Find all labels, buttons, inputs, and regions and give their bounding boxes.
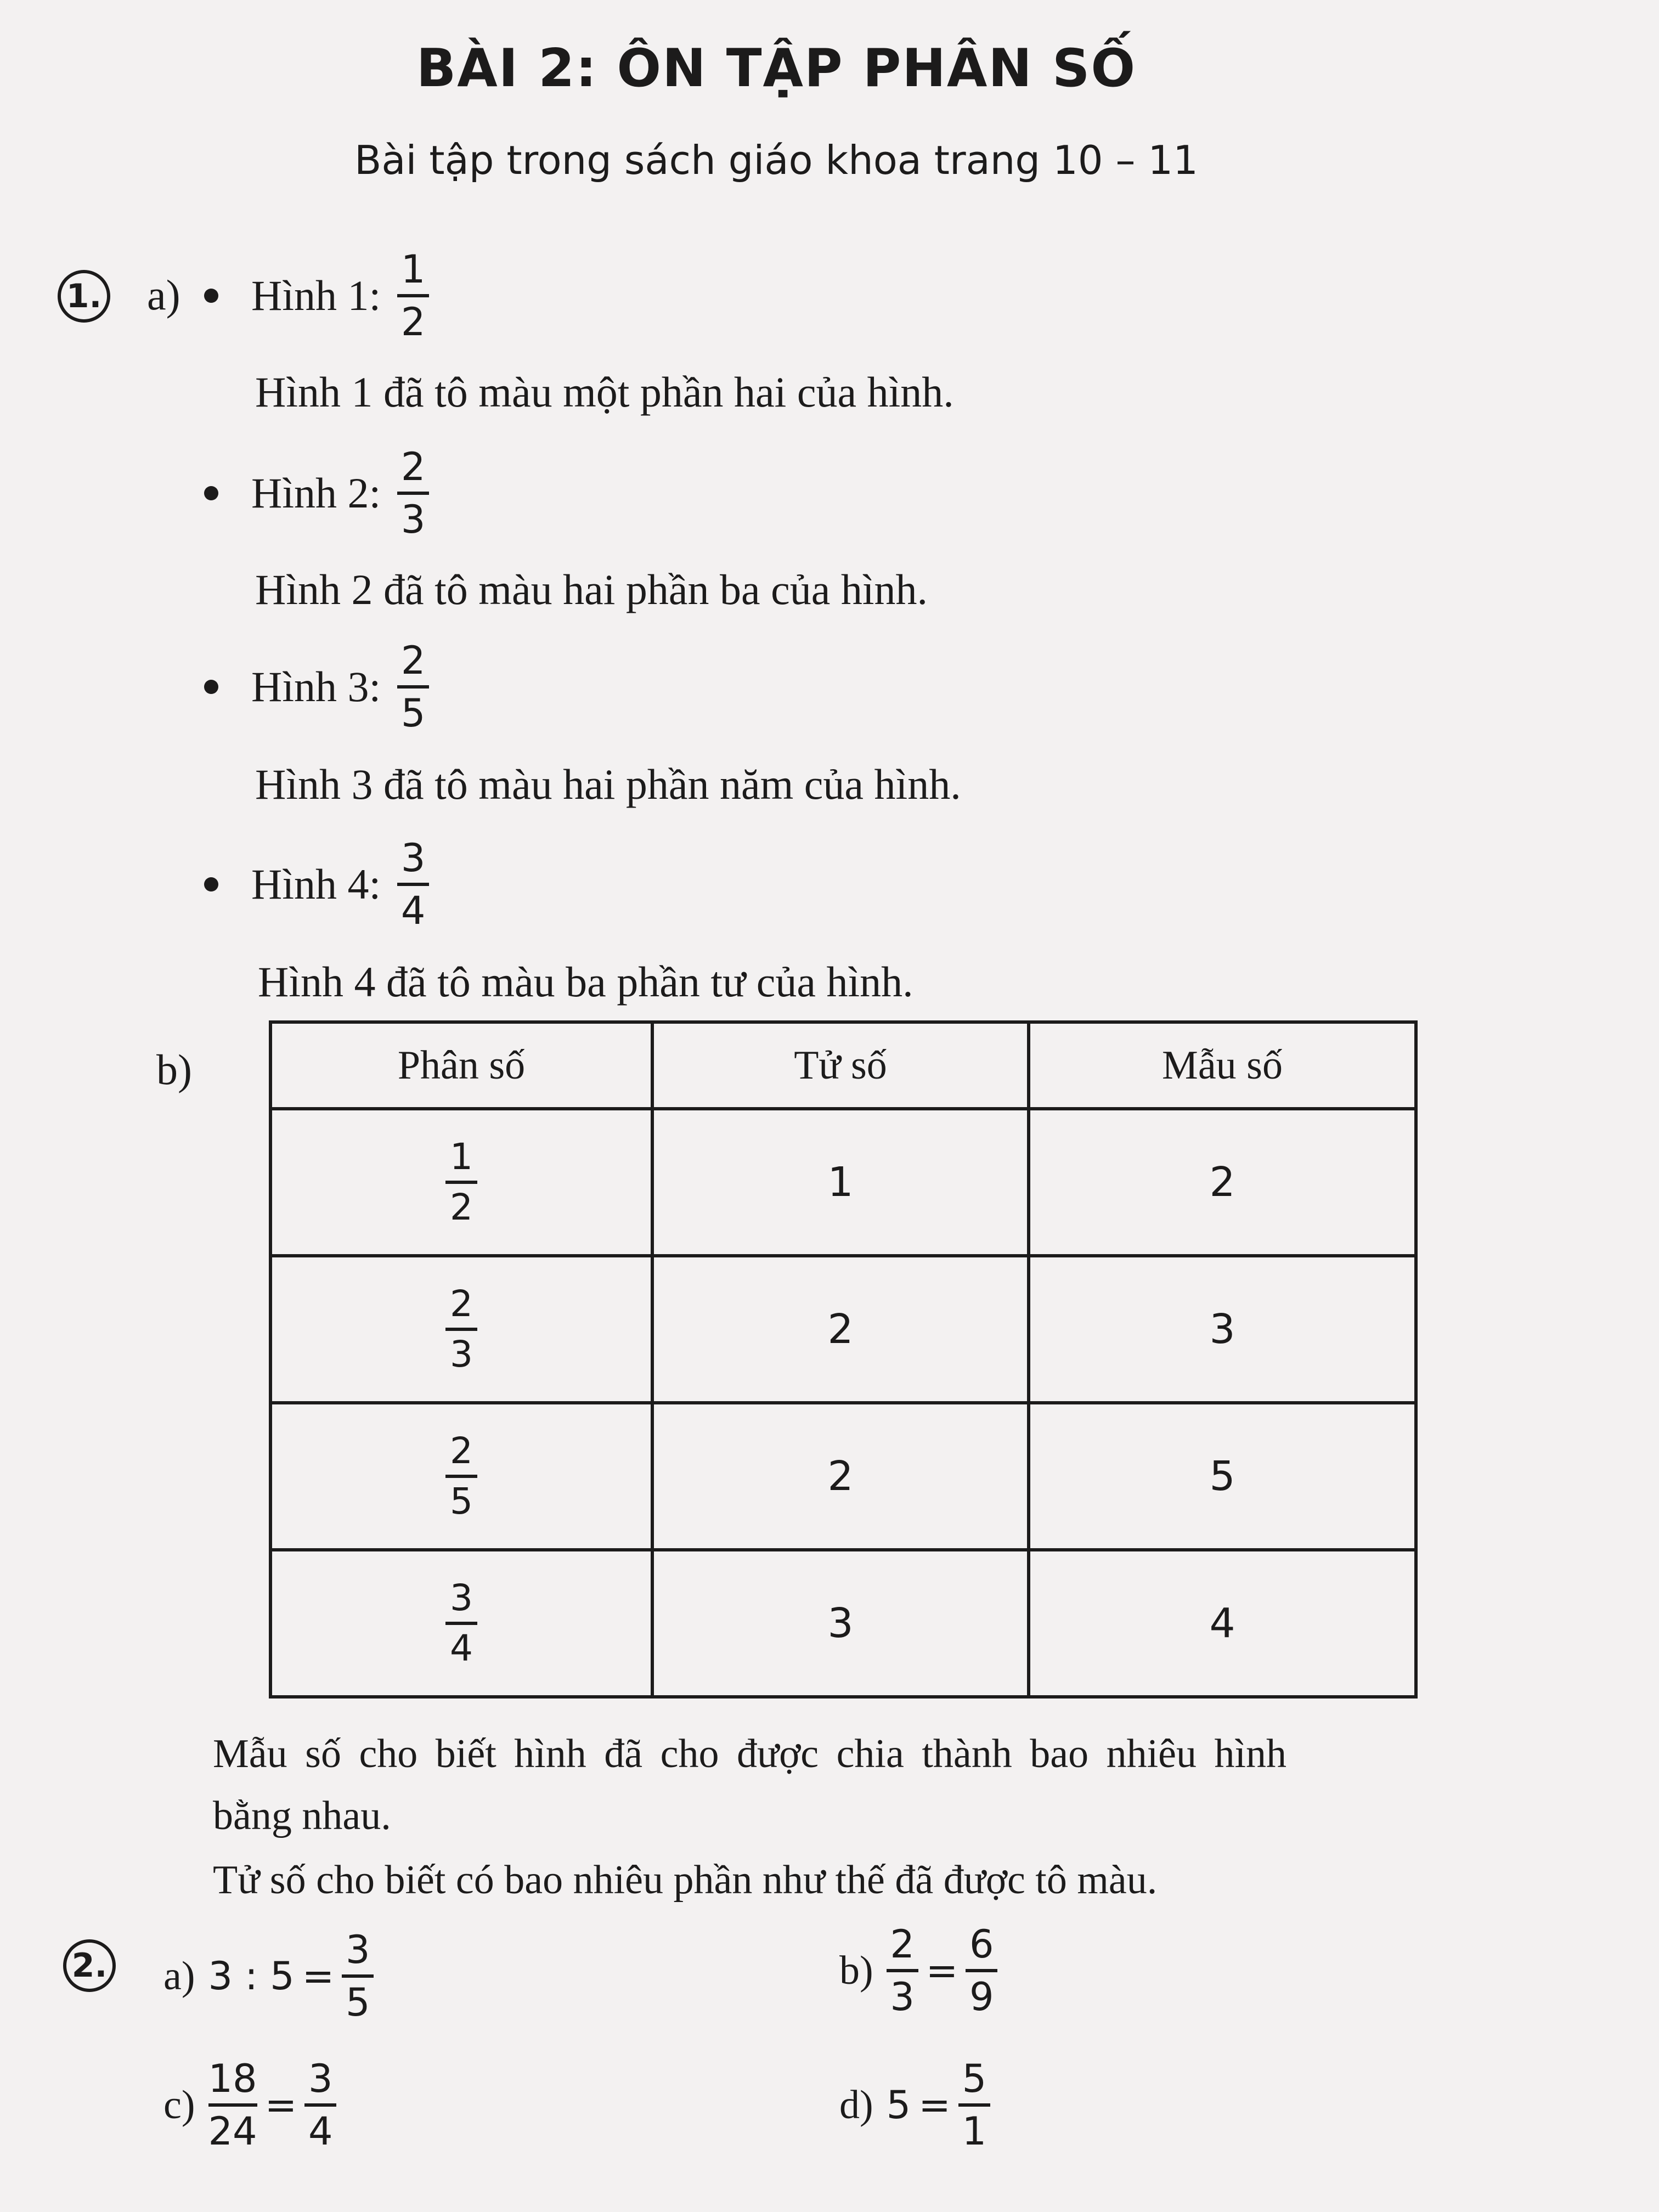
shape-4-label: Hình 4: xyxy=(251,860,381,909)
page-title: BÀI 2: ÔN TẬP PHÂN SỐ xyxy=(416,38,1137,99)
exercise-2c: c) 18 24 = 3 4 xyxy=(163,2057,336,2153)
table-row xyxy=(270,1550,1416,1697)
shape-2-row xyxy=(204,445,429,541)
exercise-2a: a) 3 : 5 = 3 5 xyxy=(163,1928,374,2024)
part-a-label: a) xyxy=(147,271,180,319)
shape-2-description: Hình 2 đã tô màu hai phần ba của hình. xyxy=(255,566,928,613)
note-line-2: bằng nhau. xyxy=(213,1793,391,1838)
part-b-label: b) xyxy=(156,1046,192,1093)
exercise-2b: b) 2 3 = 6 9 xyxy=(839,1923,997,2019)
shape-1-description: Hình 1 đã tô màu một phần hai của hình. xyxy=(255,368,954,416)
denominator-cell: 5 xyxy=(1029,1403,1416,1550)
bullet-icon xyxy=(204,877,218,891)
numerator-cell: 1 xyxy=(652,1109,1029,1256)
numerator-cell: 3 xyxy=(652,1550,1029,1697)
shape-1-row xyxy=(204,248,429,344)
shape-4-description: Hình 4 đã tô màu ba phần tư của hình. xyxy=(258,958,913,1006)
shape-3-description: Hình 3 đã tô màu hai phần năm của hình. xyxy=(255,760,961,808)
numerator-cell: 2 xyxy=(652,1403,1029,1550)
header-mau-so: Mẫu số xyxy=(1029,1022,1416,1109)
shape-2-fraction: 2 3 xyxy=(397,445,429,541)
shape-4-row xyxy=(204,837,429,933)
shape-3-fraction: 2 5 xyxy=(397,639,429,735)
table-row xyxy=(270,1256,1416,1403)
note-line-1: Mẫu số cho biết hình đã cho được chia thành bao nhiêu hình xyxy=(213,1731,1287,1776)
bullet-icon xyxy=(204,289,218,303)
header-tu-so: Tử số xyxy=(652,1022,1029,1109)
table-row xyxy=(270,1109,1416,1256)
table-header-row xyxy=(270,1022,1416,1109)
table-row xyxy=(270,1403,1416,1550)
shape-3-row xyxy=(204,639,429,735)
fraction-cell: 3 4 xyxy=(270,1550,652,1697)
fraction-cell: 1 2 xyxy=(270,1109,652,1256)
denominator-cell: 4 xyxy=(1029,1550,1416,1697)
shape-1-fraction: 1 2 xyxy=(397,248,429,344)
shape-1-label: Hình 1: xyxy=(251,272,381,320)
fraction-cell: 2 3 xyxy=(270,1256,652,1403)
exercise-1-number: 1. xyxy=(58,270,110,323)
header-phan-so: Phân số xyxy=(270,1022,652,1109)
denominator-cell: 3 xyxy=(1029,1256,1416,1403)
shape-3-label: Hình 3: xyxy=(251,663,381,711)
fraction-table xyxy=(269,1020,1418,1699)
numerator-cell: 2 xyxy=(652,1256,1029,1403)
bullet-icon xyxy=(204,486,218,500)
note-line-3: Tử số cho biết có bao nhiêu phần như thế đã được tô màu. xyxy=(213,1858,1158,1903)
denominator-cell: 2 xyxy=(1029,1109,1416,1256)
fraction-cell: 2 5 xyxy=(270,1403,652,1550)
page-subtitle: Bài tập trong sách giáo khoa trang 10 – 11 xyxy=(354,137,1198,183)
shape-4-fraction: 3 4 xyxy=(397,837,429,933)
shape-2-label: Hình 2: xyxy=(251,469,381,517)
exercise-2-number: 2. xyxy=(63,1939,116,1992)
bullet-icon xyxy=(204,680,218,694)
exercise-2d: d) 5 = 5 1 xyxy=(839,2057,990,2153)
